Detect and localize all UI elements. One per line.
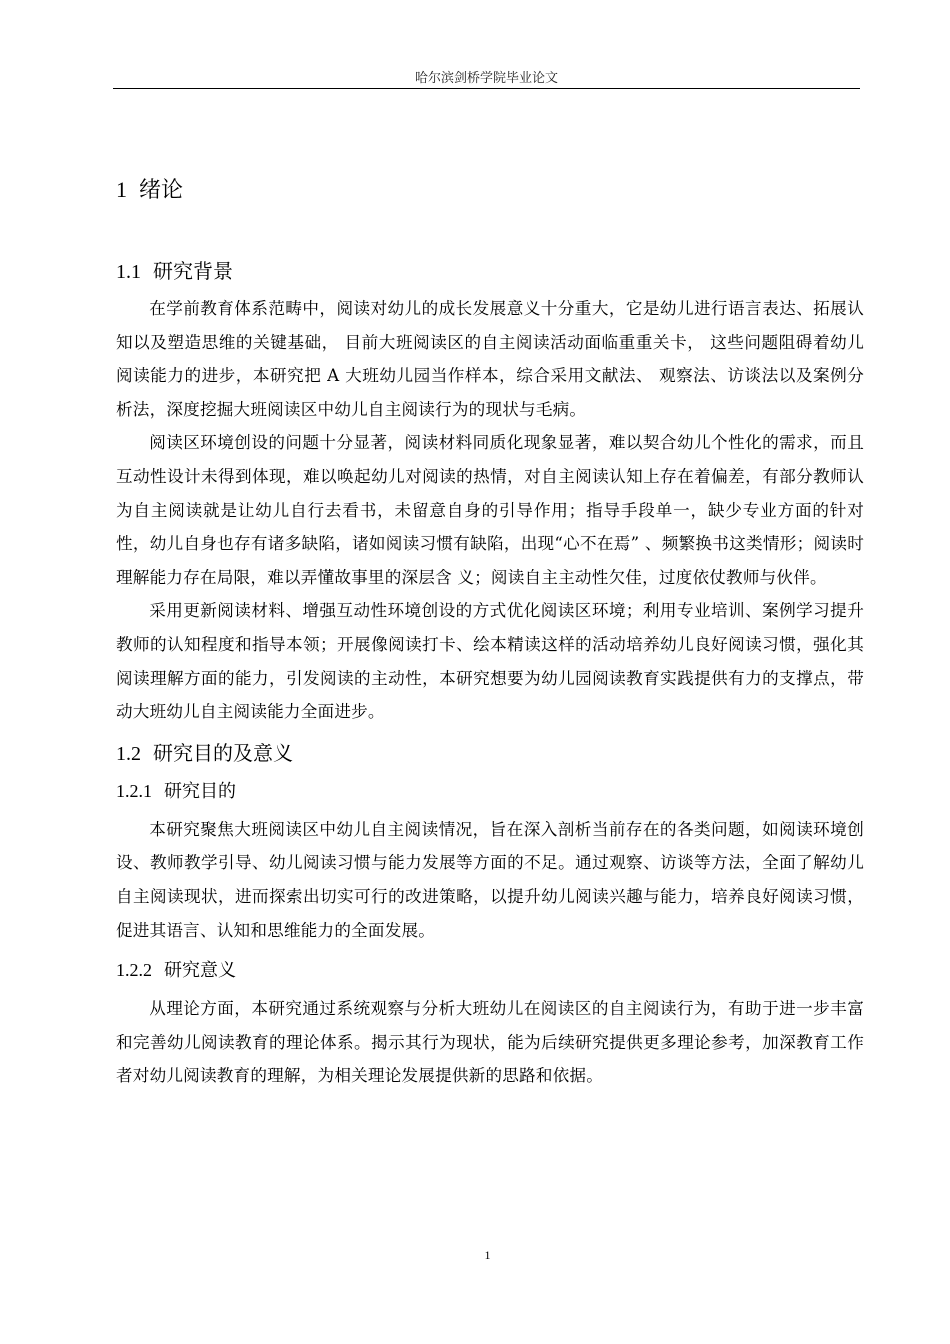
section-heading-1-2: [116, 735, 864, 772]
subsection-heading-1-2-2: [116, 953, 864, 988]
running-header: 哈尔滨剑桥学院毕业论文: [414, 71, 558, 86]
section-number: 1.2: [116, 742, 141, 765]
paragraph: 从理论方面，本研究通过系统观察与分析大班幼儿在阅读区的自主阅读行为，有助于进一步丰富和完善幼儿阅读教育的理论体系。揭示其行为现状，能为后续研究提供更多理论参考，加深教育工作者对幼儿阅读教育的理解，为相关理论发展提供新的思路和依据。: [116, 999, 864, 1086]
subsection-title: 研究目的: [164, 780, 236, 802]
section-title: 研究目的及意义: [153, 740, 293, 765]
subsection-number: 1.2.1: [116, 780, 152, 801]
paragraph: 本研究聚焦大班阅读区中幼儿自主阅读情况，旨在深入剖析当前存在的各类问题，如阅读环境创设、教师教学引导、幼儿阅读习惯与能力发展等方面的不足。通过观察、访谈等方法，全面了解幼儿自主阅读现状，进而探索出切实可行的改进策略，以提升幼儿阅读兴趣与能力，培养良好阅读习惯，促进其语言、认知和思维能力的全面发展。: [116, 819, 864, 940]
section-heading-1-1: [116, 253, 864, 290]
body-content: [116, 170, 864, 1093]
section-title: 研究背景: [153, 259, 233, 283]
paragraph: 在学前教育体系范畴中，阅读对幼儿的成长发展意义十分重大，它是幼儿进行语言表达、拓展认知以及塑造思维的关键基础， 目前大班阅读区的自主阅读活动面临重重关卡， 这些问题阻碍着幼儿阅读能力的进步，本研究把 A 大班幼儿园当作样本，综合采用文献法、 观察法、访谈法以及案例分析法，深度挖掘大班阅读区中幼儿自主阅读行为的现状与毛病。: [116, 299, 864, 419]
page-number: 1: [484, 1248, 491, 1262]
chapter-heading: [116, 170, 864, 211]
chapter-title: 绪论: [139, 178, 184, 203]
paragraph: 阅读区环境创设的问题十分显著，阅读材料同质化现象显著，难以契合幼儿个性化的需求，而且互动性设计未得到体现，难以唤起幼儿对阅读的热情，对自主阅读认知上存在着偏差，有部分教师认为自主阅读就是让幼儿自行去看书，未留意自身的引导作用；指导手段单一，缺少专业方面的针对性，幼儿自身也存有诸多缺陷，诸如阅读习惯有缺陷，出现“心不在焉” 、频繁换书这类情形；阅读时理解能力存在局限，难以弄懂故事里的深层含 义；阅读自主主动性欠佳，过度依仗教师与伙伴。: [116, 433, 864, 587]
subsection-title: 研究意义: [164, 960, 236, 982]
chapter-number: 1: [116, 177, 127, 202]
header-rule: [113, 88, 860, 89]
paragraph: 采用更新阅读材料、增强互动性环境创设的方式优化阅读区环境；利用专业培训、案例学习提升教师的认知程度和指导本领；开展像阅读打卡、绘本精读这样的活动培养幼儿良好阅读习惯，强化其阅读理解方面的能力，引发阅读的主动性，本研究想要为幼儿园阅读教育实践提供有力的支撑点，带动大班幼儿自主阅读能力全面进步。: [116, 601, 864, 722]
section-number: 1.1: [116, 261, 141, 283]
subsection-heading-1-2-1: [116, 774, 864, 809]
subsection-number: 1.2.2: [116, 960, 152, 981]
